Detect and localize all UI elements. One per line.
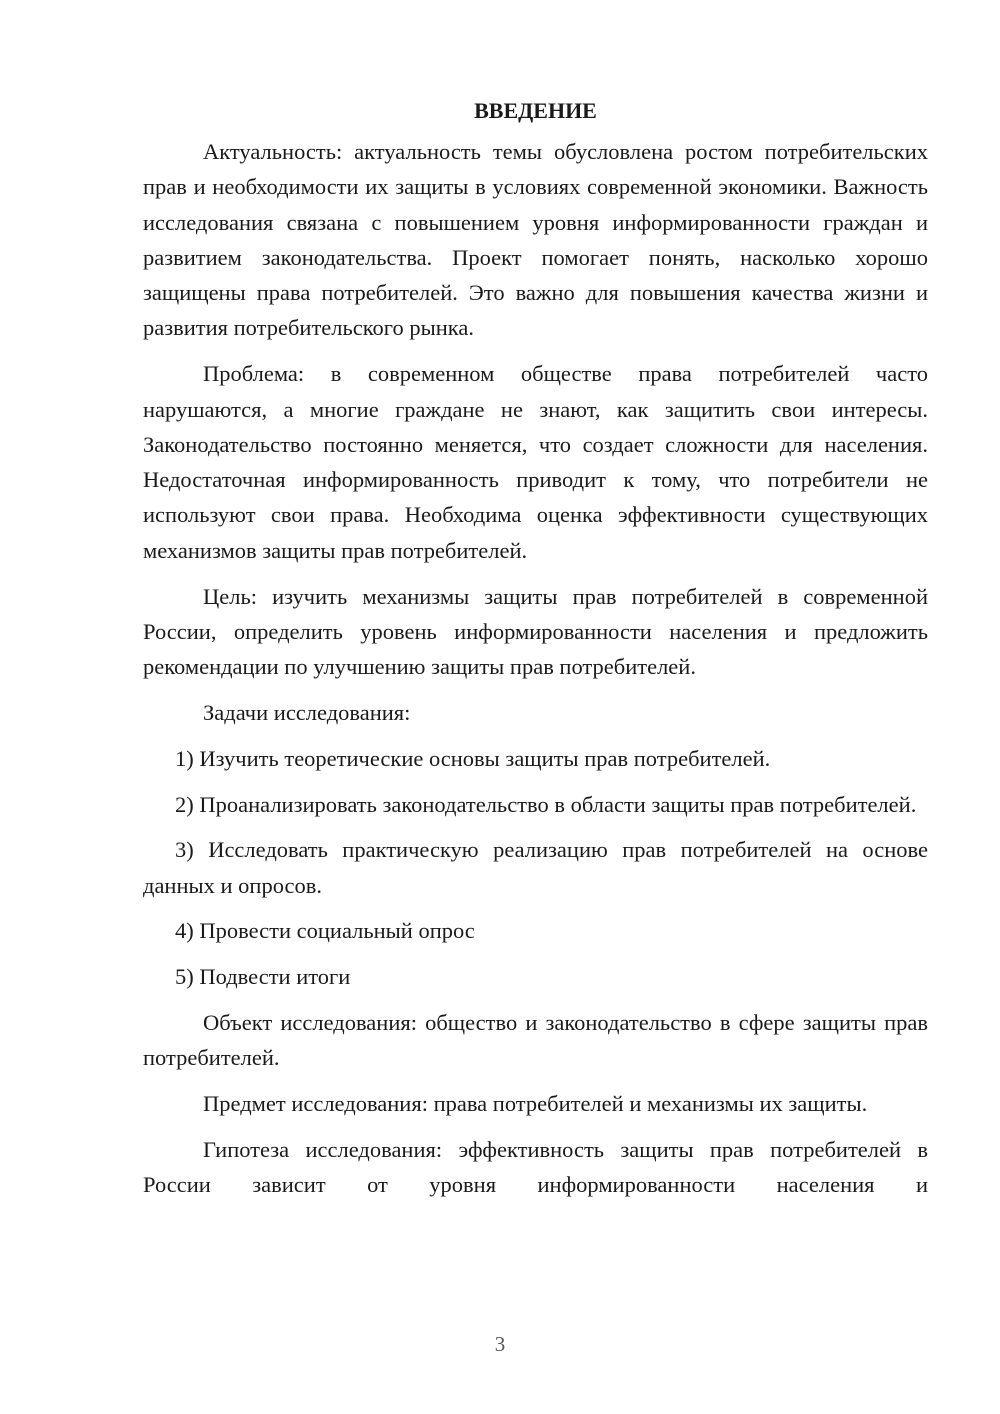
paragraph-tasks-heading: Задачи исследования: xyxy=(203,699,411,725)
task-item-5: 5) Подвести итоги xyxy=(175,964,351,990)
task-item-3: 3) Исследовать практическую реализацию прав потребителей на основе данных и опросов. xyxy=(143,837,928,898)
paragraph-goal: Цель: изучить механизмы защиты прав потребителей в современной России, определить уровень информированности населения и предложить рекомендации по улучшению защиты прав потребителей. xyxy=(143,583,928,680)
page-number: 3 xyxy=(494,1332,506,1356)
page-content xyxy=(143,92,928,1203)
paragraph-problem: Проблема: в современном обществе права потребителей часто нарушаются, а многие граждане не знают, как защитить свои интересы. Законодательство постоянно меняется, что создает сложности для населения. Недостаточная информированность приводит к тому, что потребители не используют свои права. Необходима оценка эффективности существующих механизмов защиты прав потребителей. xyxy=(143,361,928,563)
task-item-4: 4) Провести социальный опрос xyxy=(175,918,475,944)
task-item-2: 2) Проанализировать законодательство в области защиты прав потребителей. xyxy=(175,791,917,817)
task-item-1: 1) Изучить теоретические основы защиты прав потребителей. xyxy=(175,745,771,771)
paragraph-relevance: Актуальность: актуальность темы обусловлена ростом потребительских прав и необходимости их защиты в условиях современной экономики. Важность исследования связана с повышением уровня информированности граждан и развитием законодательства. Проект помогает понять, насколько хорошо защищены права потребителей. Это важно для повышения качества жизни и развития потребительского рынка. xyxy=(143,139,928,341)
section-title: ВВЕДЕНИЕ xyxy=(474,98,597,123)
paragraph-hypothesis: Гипотеза исследования: эффективность защиты прав потребителей в России зависит от уровня информированности населения и xyxy=(143,1136,928,1198)
paragraph-object: Объект исследования: общество и законодательство в сфере защиты прав потребителей. xyxy=(143,1010,928,1071)
paragraph-subject: Предмет исследования: права потребителей и механизмы их защиты. xyxy=(203,1091,868,1117)
